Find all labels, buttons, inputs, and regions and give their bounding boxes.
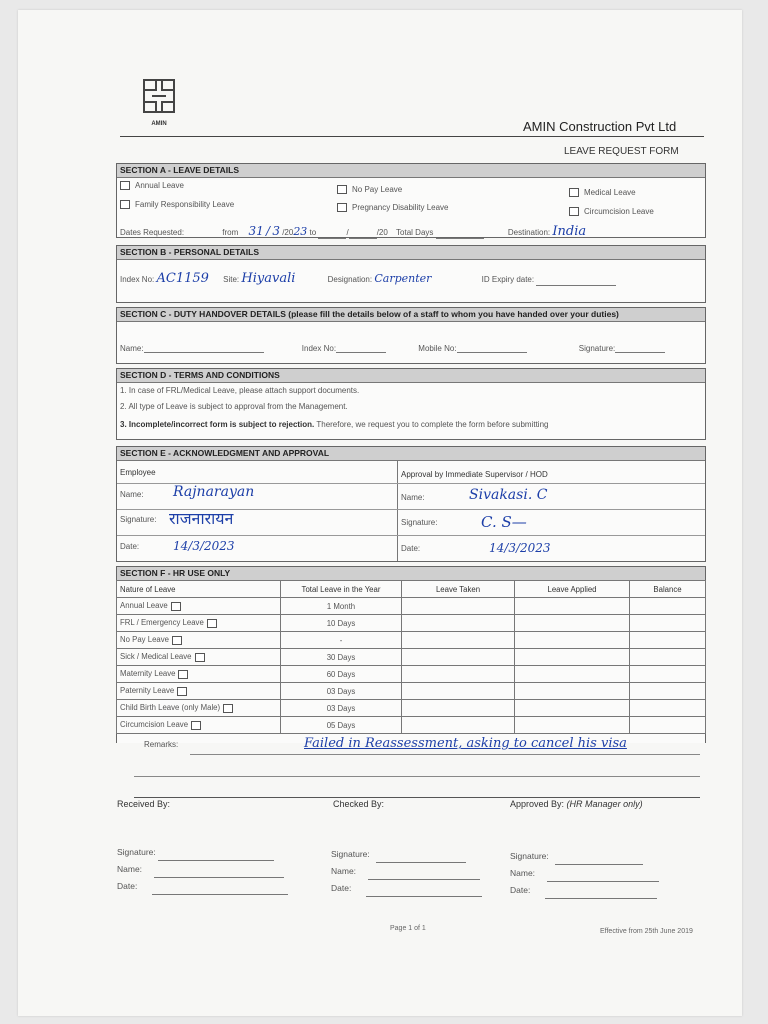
leave-applied-cell[interactable] [515, 632, 630, 649]
site-value[interactable]: Hiyavali [241, 271, 296, 286]
remarks-line-2 [134, 776, 700, 777]
supervisor-signature-label: Signature: [401, 518, 438, 527]
leave-type-label: Sick / Medical Leave [120, 652, 192, 662]
handover-row: Name: Index No: Mobile No: Signature: [120, 344, 665, 353]
balance-cell[interactable] [630, 717, 706, 734]
employee-name-label: Name: [120, 490, 144, 499]
checked-date-field[interactable] [366, 896, 482, 897]
leave-applied-cell[interactable] [515, 666, 630, 683]
table-row [117, 615, 706, 632]
approved-block: Signature: Name: Date: [510, 848, 659, 899]
leave-taken-cell[interactable] [402, 598, 515, 615]
leave-type-cell[interactable] [117, 717, 281, 734]
id-expiry-field[interactable] [536, 285, 616, 286]
leave-type-label: FRL / Emergency Leave [120, 618, 204, 628]
leave-type-label: Paternity Leave [120, 686, 175, 696]
approved-by-label: Approved By: (HR Manager only) [510, 799, 643, 809]
logo-mark-icon [138, 76, 180, 116]
handover-index-field[interactable] [336, 352, 386, 353]
table-row [117, 700, 706, 717]
table-row [117, 632, 706, 649]
table-row [117, 666, 706, 683]
total-leave-cell: 03 Days [281, 700, 402, 717]
table-row [117, 649, 706, 666]
leave-applied-cell[interactable] [515, 717, 630, 734]
total-leave-cell: 10 Days [281, 615, 402, 632]
col-taken: Leave Taken [402, 581, 515, 598]
designation-value[interactable]: Carpenter [374, 272, 432, 285]
leave-type-checkbox[interactable] [195, 653, 205, 662]
received-block: Signature: Name: Date: [117, 844, 288, 895]
section-f [116, 566, 706, 743]
dates-requested-row: Dates Requested: from 31 / 3 /2023 to / /20 Total Days Destination: India [120, 224, 587, 239]
col-balance: Balance [630, 581, 706, 598]
balance-cell[interactable] [630, 632, 706, 649]
checked-block: Signature: Name: Date: [331, 846, 482, 897]
personal-details-row: Index No: AC1159 Site: Hiyavali Designation: Carpenter ID Expiry date: [120, 271, 616, 286]
leave-type-cell[interactable] [117, 700, 281, 717]
nopay-leave-checkbox[interactable] [337, 185, 347, 194]
leave-taken-cell[interactable] [402, 632, 515, 649]
remarks-line [190, 754, 700, 755]
leave-type-cell[interactable] [117, 598, 281, 615]
leave-taken-cell[interactable] [402, 649, 515, 666]
supervisor-signature[interactable]: C. S— [481, 513, 527, 531]
balance-cell[interactable] [630, 615, 706, 632]
section-d-title: SECTION D - TERMS AND CONDITIONS [117, 369, 705, 383]
supervisor-date[interactable]: 14/3/2023 [489, 541, 551, 555]
remarks-value[interactable]: Failed in Reassessment, asking to cancel his visa [304, 736, 627, 751]
col-nature: Nature of Leave [117, 581, 281, 598]
total-days-field[interactable] [436, 238, 484, 239]
employee-signature[interactable]: राजनारायन [169, 509, 234, 528]
total-leave-cell: 05 Days [281, 717, 402, 734]
leave-type-label: Maternity Leave [120, 669, 176, 679]
medical-leave-checkbox[interactable] [569, 188, 579, 197]
handover-mobile-field[interactable] [457, 352, 527, 353]
handover-signature-field[interactable] [615, 352, 665, 353]
family-leave-checkbox[interactable] [120, 200, 130, 209]
from-year[interactable]: 23 [293, 225, 308, 238]
page-number: Page 1 of 1 [390, 925, 426, 932]
total-leave-cell: 03 Days [281, 683, 402, 700]
leave-type-checkbox[interactable] [177, 687, 187, 696]
received-by-label: Received By: [117, 799, 171, 809]
from-month[interactable]: 3 [272, 224, 280, 238]
leave-applied-cell[interactable] [515, 598, 630, 615]
leave-taken-cell[interactable] [402, 717, 515, 734]
section-a [116, 163, 706, 238]
section-c-title: SECTION C - DUTY HANDOVER DETAILS (please fill the details below of a staff to whom you have handed over your duties) [117, 308, 705, 322]
section-f-title: SECTION F - HR USE ONLY [117, 567, 705, 581]
leave-taken-cell[interactable] [402, 683, 515, 700]
employee-header: Employee [120, 468, 156, 477]
section-d [116, 368, 706, 440]
section-e-title: SECTION E - ACKNOWLEDGMENT AND APPROVAL [117, 447, 705, 461]
nopay-leave-option[interactable]: No Pay Leave [337, 185, 402, 194]
supervisor-date-label: Date: [401, 544, 421, 553]
to-day-field[interactable] [318, 238, 346, 239]
from-day[interactable]: 31 [248, 224, 264, 238]
leave-type-checkbox[interactable] [223, 704, 233, 713]
hr-leave-table [116, 580, 706, 734]
handover-name-field[interactable] [144, 352, 264, 353]
leave-type-checkbox[interactable] [178, 670, 188, 679]
form-page [18, 10, 742, 1016]
section-e [116, 446, 706, 562]
annual-leave-checkbox[interactable] [120, 181, 130, 190]
balance-cell[interactable] [630, 700, 706, 717]
term-1: 1. In case of FRL/Medical Leave, please attach support documents. [120, 386, 360, 395]
family-leave-option[interactable]: Family Responsibility Leave [120, 200, 234, 209]
supervisor-name-label: Name: [401, 493, 425, 502]
circumcision-leave-option[interactable]: Circumcision Leave [569, 207, 654, 216]
leave-type-label: Annual Leave [120, 601, 168, 611]
leave-taken-cell[interactable] [402, 700, 515, 717]
index-value[interactable]: AC1159 [156, 271, 209, 286]
section-e-divider [397, 461, 398, 561]
table-row [117, 598, 706, 615]
leave-type-cell[interactable] [117, 683, 281, 700]
header-rule [120, 136, 704, 137]
section-c [116, 307, 706, 364]
leave-applied-cell[interactable] [515, 683, 630, 700]
company-logo [138, 76, 180, 128]
leave-type-checkbox[interactable] [191, 721, 201, 730]
employee-signature-label: Signature: [120, 515, 157, 524]
leave-type-checkbox[interactable] [207, 619, 217, 628]
leave-type-cell[interactable] [117, 632, 281, 649]
section-a-title: SECTION A - LEAVE DETAILS [117, 164, 705, 178]
total-leave-cell: 30 Days [281, 649, 402, 666]
employee-date-label: Date: [120, 542, 140, 551]
pregnancy-leave-checkbox[interactable] [337, 203, 347, 212]
col-applied: Leave Applied [515, 581, 630, 598]
balance-cell[interactable] [630, 598, 706, 615]
total-leave-cell: 60 Days [281, 666, 402, 683]
table-row [117, 717, 706, 734]
term-2: 2. All type of Leave is subject to approval from the Management. [120, 402, 348, 411]
pregnancy-leave-option[interactable]: Pregnancy Disability Leave [337, 203, 449, 212]
medical-leave-option[interactable]: Medical Leave [569, 188, 636, 197]
balance-cell[interactable] [630, 683, 706, 700]
term-3: 3. Incomplete/incorrect form is subject to rejection. Therefore, we request you to complete the form before submitting [120, 420, 549, 429]
leave-taken-cell[interactable] [402, 615, 515, 632]
employee-date[interactable]: 14/3/2023 [173, 539, 235, 553]
employee-name-value[interactable]: Rajnarayan [173, 484, 255, 500]
leave-type-cell[interactable] [117, 615, 281, 632]
logo-text: AMIN [151, 121, 167, 127]
annual-leave-option[interactable]: Annual Leave [120, 181, 184, 190]
leave-type-cell[interactable] [117, 649, 281, 666]
hr-table-body [117, 598, 706, 734]
form-title: LEAVE REQUEST FORM [564, 146, 679, 157]
approved-date-field[interactable] [545, 898, 657, 899]
to-month-field[interactable] [349, 238, 377, 239]
section-b-title: SECTION B - PERSONAL DETAILS [117, 246, 705, 260]
total-leave-cell: 1 Month [281, 598, 402, 615]
hr-table-header [117, 581, 706, 598]
col-total: Total Leave in the Year [281, 581, 402, 598]
balance-cell[interactable] [630, 649, 706, 666]
leave-type-label: Child Birth Leave (only Male) [120, 703, 221, 713]
leave-type-cell[interactable] [117, 666, 281, 683]
leave-applied-cell[interactable] [515, 700, 630, 717]
leave-type-checkbox[interactable] [171, 602, 181, 611]
remarks-label: Remarks: [144, 740, 179, 749]
leave-applied-cell[interactable] [515, 615, 630, 632]
supervisor-header: Approval by Immediate Supervisor / HOD [401, 470, 548, 479]
section-b [116, 245, 706, 303]
leave-type-label: No Pay Leave [120, 635, 169, 645]
leave-taken-cell[interactable] [402, 666, 515, 683]
effective-date: Effective from 25th June 2019 [600, 928, 693, 935]
company-name: AMIN Construction Pvt Ltd [523, 119, 677, 134]
leave-type-checkbox[interactable] [172, 636, 182, 645]
table-row [117, 683, 706, 700]
circumcision-leave-checkbox[interactable] [569, 207, 579, 216]
leave-applied-cell[interactable] [515, 649, 630, 666]
balance-cell[interactable] [630, 666, 706, 683]
signoff-rule [134, 797, 700, 798]
destination-value[interactable]: India [552, 224, 587, 239]
leave-type-label: Circumcision Leave [120, 720, 189, 730]
total-leave-cell: - [281, 632, 402, 649]
checked-by-label: Checked By: [333, 799, 385, 809]
supervisor-name-value[interactable]: Sivakasi. C [469, 487, 548, 503]
received-date-field[interactable] [152, 894, 288, 895]
